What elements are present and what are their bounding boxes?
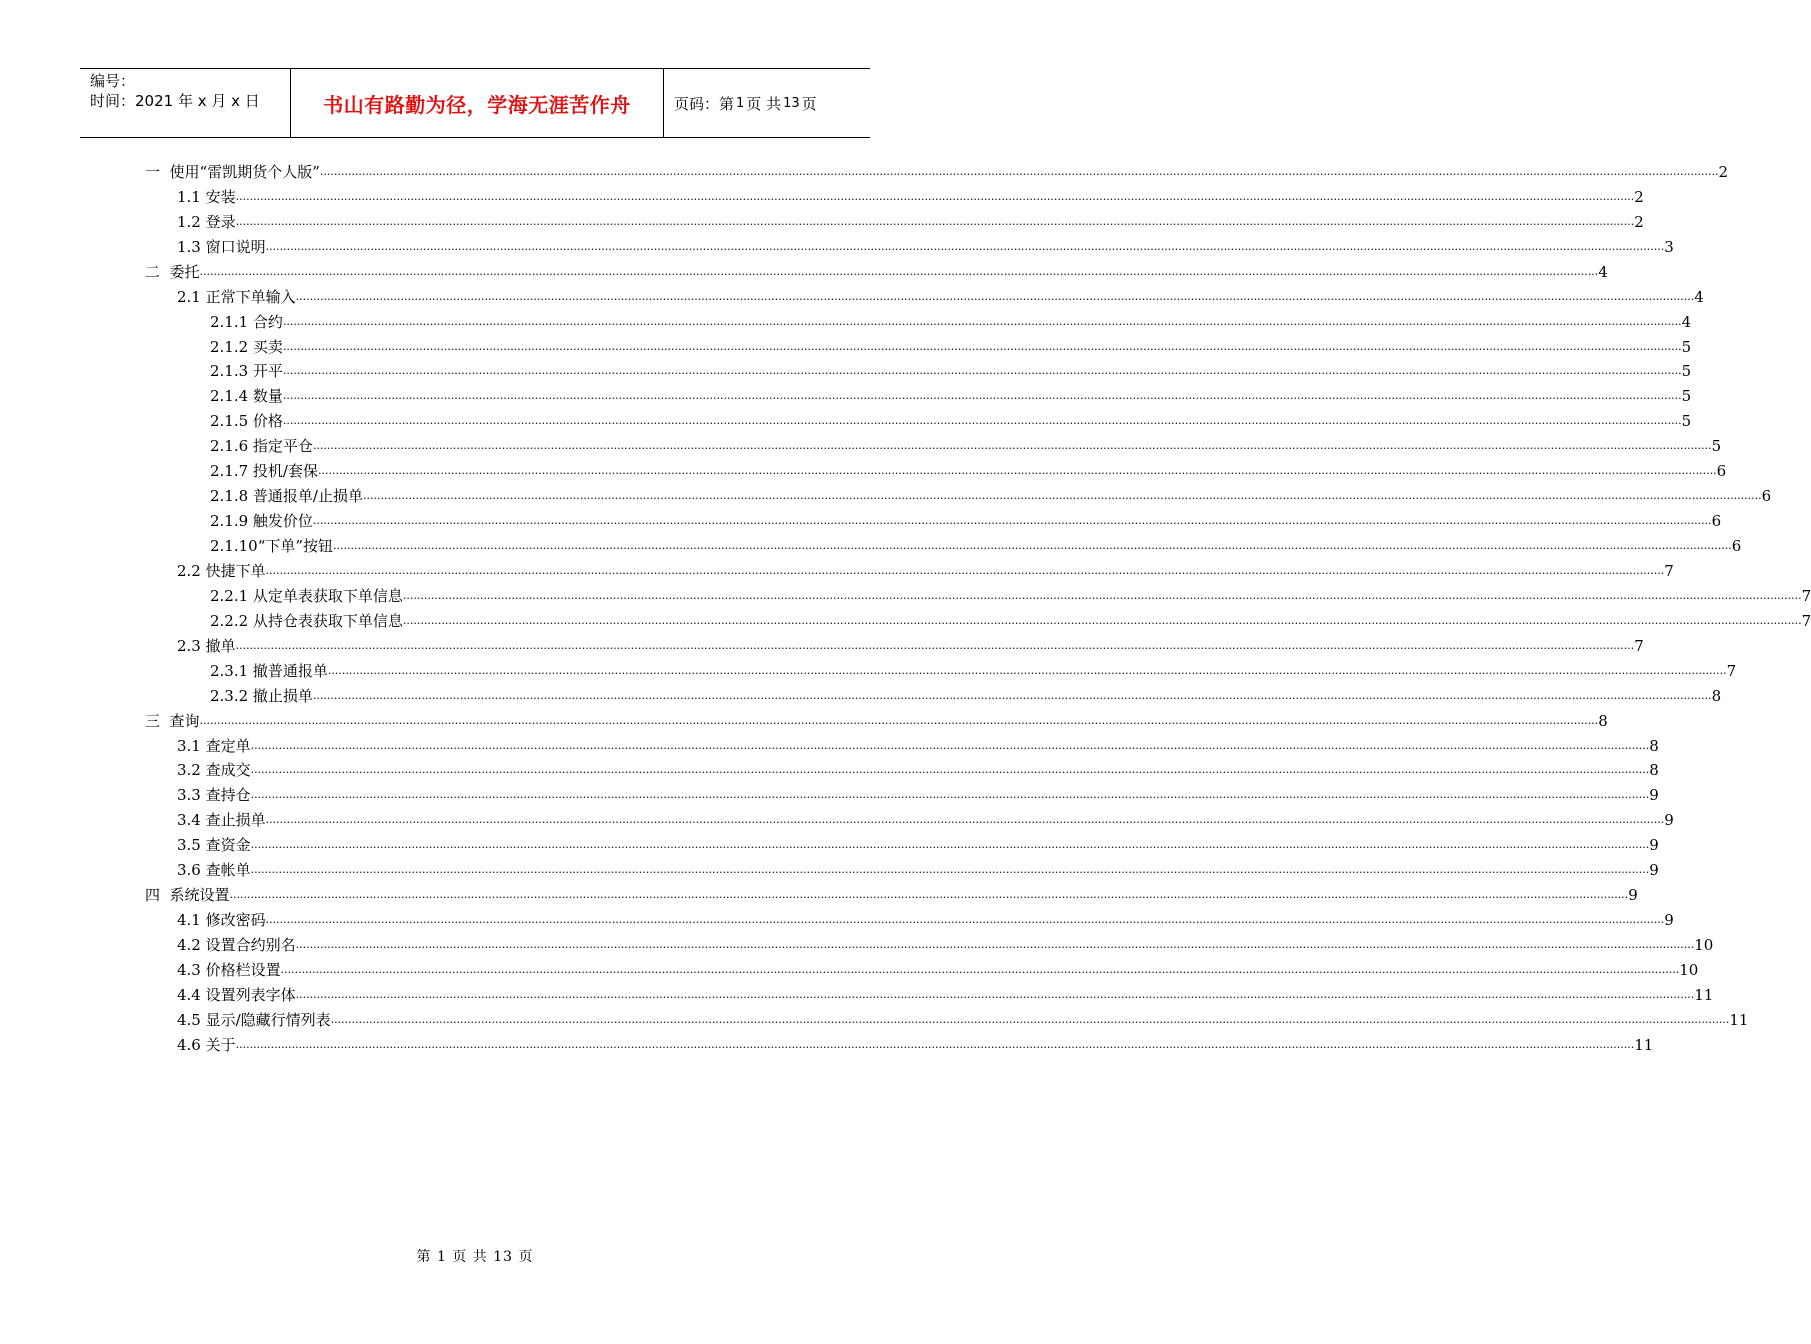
toc-entry[interactable] (145, 335, 1692, 360)
toc-entry-page: 3 (1664, 237, 1674, 256)
toc-entry[interactable] (145, 509, 1722, 534)
toc-entry[interactable] (145, 759, 1659, 784)
toc-leader-dots: ................................................................................................................................................................................................................................................................................................................................................................................................................ (235, 638, 1635, 652)
toc-entry-label: 3.6 查帐单 (177, 861, 251, 880)
header-motto: 书山有路勤为径，学海无涯苦作舟 (291, 69, 664, 137)
toc-entry-page: 4 (1694, 287, 1704, 306)
toc-entry-label: 4.4 设置列表字体 (177, 985, 296, 1004)
toc-entry-page: 7 (1801, 586, 1811, 605)
toc-entry-label: 4.1 修改密码 (177, 911, 266, 930)
toc-entry-page: 9 (1649, 786, 1659, 805)
document-header (80, 68, 870, 138)
toc-entry-page: 7 (1664, 561, 1674, 580)
toc-entry-label: 四 系统设置 (145, 886, 230, 905)
toc-entry-page: 11 (1634, 1035, 1654, 1054)
toc-entry-label: 2.1.2 买卖 (210, 337, 283, 356)
toc-leader-dots: ................................................................................................................................................................................................................................................................................................................................................................................................................ (312, 439, 1712, 453)
toc-leader-dots: ................................................................................................................................................................................................................................................................................................................................................................................................................ (265, 913, 1665, 927)
toc-leader-dots: ................................................................................................................................................................................................................................................................................................................................................................................................................ (265, 239, 1665, 253)
toc-leader-dots: ................................................................................................................................................................................................................................................................................................................................................................................................................ (402, 613, 1802, 627)
toc-entry[interactable] (145, 584, 1811, 609)
toc-entry-label: 2.1.4 数量 (210, 387, 283, 406)
toc-entry[interactable] (145, 160, 1729, 185)
toc-entry-page: 9 (1664, 911, 1674, 930)
toc-entry-page: 5 (1681, 387, 1692, 406)
toc-leader-dots: ................................................................................................................................................................................................................................................................................................................................................................................................................ (235, 214, 1635, 228)
toc-entry[interactable] (145, 659, 1737, 684)
toc-entry-label: 3.4 查止损单 (177, 811, 266, 830)
toc-leader-dots: ................................................................................................................................................................................................................................................................................................................................................................................................................ (295, 987, 1695, 1001)
toc-entry-page: 7 (1634, 636, 1644, 655)
toc-entry-label: 4.2 设置合约别名 (177, 936, 296, 955)
toc-leader-dots: ................................................................................................................................................................................................................................................................................................................................................................................................................ (235, 189, 1635, 203)
toc-leader-dots: ................................................................................................................................................................................................................................................................................................................................................................................................................ (282, 314, 1682, 328)
toc-entry-label: 二 委托 (145, 262, 200, 281)
toc-entry[interactable] (145, 235, 1674, 260)
toc-entry-label: 一 使用“雷凯期货个人版” (145, 162, 320, 181)
toc-entry[interactable] (145, 384, 1692, 409)
toc-entry-page: 11 (1729, 1010, 1749, 1029)
toc-entry[interactable] (145, 260, 1608, 285)
header-page-info (664, 69, 870, 137)
toc-entry-page: 2 (1718, 162, 1729, 181)
page-suffix: 页 (801, 94, 817, 113)
toc-entry-label: 2.1.7 投机/套保 (210, 462, 318, 481)
toc-entry[interactable] (145, 534, 1742, 559)
toc-entry[interactable] (145, 634, 1644, 659)
toc-entry-page: 5 (1711, 437, 1722, 456)
toc-leader-dots: ................................................................................................................................................................................................................................................................................................................................................................................................................ (327, 663, 1727, 677)
toc-entry-page: 8 (1649, 761, 1659, 780)
toc-entry-label: 2.1.5 价格 (210, 412, 283, 431)
page-current: 1 (736, 95, 745, 111)
toc-entry-label: 2.3 撤单 (177, 636, 236, 655)
toc-entry[interactable] (145, 833, 1659, 858)
toc-leader-dots: ................................................................................................................................................................................................................................................................................................................................................................................................................ (199, 264, 1599, 278)
toc-entry[interactable] (145, 858, 1659, 883)
number-label: 编号： (90, 72, 136, 90)
toc-entry-page: 9 (1628, 886, 1638, 905)
toc-leader-dots: ................................................................................................................................................................................................................................................................................................................................................................................................................ (333, 539, 1732, 552)
toc-entry-page: 10 (1679, 960, 1699, 979)
toc-entry[interactable] (145, 883, 1638, 908)
toc-entry-page: 2 (1634, 212, 1644, 231)
page-footer: 第 1 页 共 13 页 (416, 1249, 534, 1265)
toc-entry-label: 3.1 查定单 (177, 736, 251, 755)
toc-leader-dots: ................................................................................................................................................................................................................................................................................................................................................................................................................ (330, 1012, 1730, 1026)
toc-entry-label: 2.1.1 合约 (210, 312, 283, 331)
toc-leader-dots: ................................................................................................................................................................................................................................................................................................................................................................................................................ (250, 863, 1650, 877)
toc-entry-label: 4.5 显示/隐藏行情列表 (177, 1010, 331, 1029)
toc-entry[interactable] (145, 1008, 1749, 1033)
toc-entry-page: 8 (1711, 686, 1722, 705)
toc-entry-label: 1.1 安装 (177, 187, 236, 206)
toc-leader-dots: ................................................................................................................................................................................................................................................................................................................................................................................................................ (295, 289, 1695, 303)
toc-entry-label: 3.5 查资金 (177, 836, 251, 855)
toc-entry-page: 5 (1681, 412, 1692, 431)
toc-entry-page: 4 (1598, 262, 1608, 281)
toc-leader-dots: ................................................................................................................................................................................................................................................................................................................................................................................................................ (250, 738, 1650, 752)
toc-entry-page: 11 (1694, 985, 1714, 1004)
toc-leader-dots: ................................................................................................................................................................................................................................................................................................................................................................................................................ (402, 588, 1802, 602)
toc-entry[interactable] (145, 734, 1659, 759)
toc-leader-dots: ................................................................................................................................................................................................................................................................................................................................................................................................................ (363, 489, 1762, 503)
toc-leader-dots: ................................................................................................................................................................................................................................................................................................................................................................................................................ (235, 1037, 1635, 1051)
toc-entry-label: 3.3 查持仓 (177, 786, 251, 805)
toc-entry-page: 4 (1681, 312, 1692, 331)
toc-entry-label: 1.2 登录 (177, 212, 236, 231)
toc-leader-dots: ................................................................................................................................................................................................................................................................................................................................................................................................................ (319, 164, 1719, 178)
toc-entry-page: 9 (1649, 836, 1659, 855)
header-meta-cell (80, 69, 291, 137)
page-total: 13 (783, 95, 800, 111)
toc-leader-dots: ................................................................................................................................................................................................................................................................................................................................................................................................................ (295, 938, 1695, 951)
date-label: 时间：2021 年 x 月 x 日 (90, 92, 260, 110)
toc-entry-label: 2.1 正常下单输入 (177, 287, 296, 306)
page-prefix: 页码：第 (674, 94, 735, 113)
toc-entry-page: 6 (1716, 462, 1727, 481)
toc-entry[interactable] (145, 559, 1674, 584)
toc-entry-label: 3.2 查成交 (177, 761, 251, 780)
toc-entry-page: 2 (1634, 187, 1644, 206)
toc-entry[interactable] (145, 310, 1692, 335)
toc-entry[interactable] (145, 684, 1722, 709)
toc-entry-page: 9 (1664, 811, 1674, 830)
toc-entry-page: 7 (1801, 611, 1811, 630)
toc-entry[interactable] (145, 1033, 1654, 1058)
toc-leader-dots: ................................................................................................................................................................................................................................................................................................................................................................................................................ (282, 364, 1682, 378)
toc-entry[interactable] (145, 185, 1644, 210)
toc-entry[interactable] (145, 808, 1674, 833)
toc-leader-dots: ................................................................................................................................................................................................................................................................................................................................................................................................................ (282, 389, 1682, 403)
toc-entry-label: 2.2 快捷下单 (177, 561, 266, 580)
toc-entry-page: 8 (1649, 736, 1659, 755)
toc-leader-dots: ................................................................................................................................................................................................................................................................................................................................................................................................................ (312, 688, 1712, 702)
toc-entry-page: 5 (1681, 362, 1692, 381)
toc-leader-dots: ................................................................................................................................................................................................................................................................................................................................................................................................................ (282, 414, 1682, 428)
page-mid: 页 共 (746, 94, 782, 113)
toc-entry-label: 2.3.1 撤普通报单 (210, 661, 328, 680)
toc-entry-page: 8 (1598, 711, 1608, 730)
toc-entry-page: 7 (1726, 661, 1737, 680)
toc-entry-label: 1.3 窗口说明 (177, 237, 266, 256)
toc-entry-label: 2.1.9 触发价位 (210, 512, 313, 531)
toc-leader-dots: ................................................................................................................................................................................................................................................................................................................................................................................................................ (250, 763, 1650, 777)
toc-entry[interactable] (145, 933, 1714, 958)
toc-entry-label: 2.1.10“下单”按钮 (210, 537, 334, 556)
toc-entry-page: 6 (1711, 512, 1722, 531)
toc-entry-label: 4.6 关于 (177, 1035, 236, 1054)
toc-entry-label: 4.3 价格栏设置 (177, 960, 281, 979)
toc-entry-page: 6 (1731, 537, 1742, 556)
toc-entry[interactable] (145, 908, 1674, 933)
toc-entry[interactable] (145, 409, 1692, 434)
toc-entry-label: 2.3.2 撤止损单 (210, 686, 313, 705)
toc-entry[interactable] (145, 709, 1608, 734)
toc-entry-label: 2.2.2 从持仓表获取下单信息 (210, 611, 403, 630)
toc-entry[interactable] (145, 958, 1699, 983)
toc-entry[interactable] (145, 285, 1704, 310)
toc-entry-label: 2.2.1 从定单表获取下单信息 (210, 586, 403, 605)
toc-entry-label: 2.1.6 指定平仓 (210, 437, 313, 456)
toc-leader-dots: ................................................................................................................................................................................................................................................................................................................................................................................................................ (318, 464, 1717, 478)
toc-leader-dots: ................................................................................................................................................................................................................................................................................................................................................................................................................ (282, 339, 1682, 353)
toc-leader-dots: ................................................................................................................................................................................................................................................................................................................................................................................................................ (199, 713, 1599, 727)
toc-entry[interactable] (145, 484, 1772, 509)
toc-entry-label: 2.1.8 普通报单/止损单 (210, 487, 363, 506)
toc-entry[interactable] (145, 210, 1644, 235)
toc-leader-dots: ................................................................................................................................................................................................................................................................................................................................................................................................................ (280, 962, 1680, 976)
toc-leader-dots: ................................................................................................................................................................................................................................................................................................................................................................................................................ (265, 563, 1665, 577)
toc-entry-page: 5 (1681, 337, 1692, 356)
toc-entry-label: 2.1.3 开平 (210, 362, 283, 381)
toc-entry[interactable] (145, 360, 1692, 385)
toc-leader-dots: ................................................................................................................................................................................................................................................................................................................................................................................................................ (250, 838, 1650, 852)
toc-entry-page: 6 (1761, 487, 1772, 506)
table-of-contents (145, 160, 1811, 1058)
toc-entry[interactable] (145, 983, 1714, 1008)
toc-entry[interactable] (145, 609, 1811, 634)
toc-entry-label: 三 查询 (145, 711, 200, 730)
toc-entry[interactable] (145, 434, 1722, 459)
toc-leader-dots: ................................................................................................................................................................................................................................................................................................................................................................................................................ (250, 788, 1650, 802)
toc-entry[interactable] (145, 459, 1727, 484)
toc-entry-page: 10 (1694, 936, 1714, 955)
toc-entry-page: 9 (1649, 861, 1659, 880)
toc-entry[interactable] (145, 783, 1659, 808)
toc-leader-dots: ................................................................................................................................................................................................................................................................................................................................................................................................................ (312, 514, 1712, 528)
toc-leader-dots: ................................................................................................................................................................................................................................................................................................................................................................................................................ (265, 813, 1665, 827)
toc-leader-dots: ................................................................................................................................................................................................................................................................................................................................................................................................................ (229, 888, 1629, 902)
